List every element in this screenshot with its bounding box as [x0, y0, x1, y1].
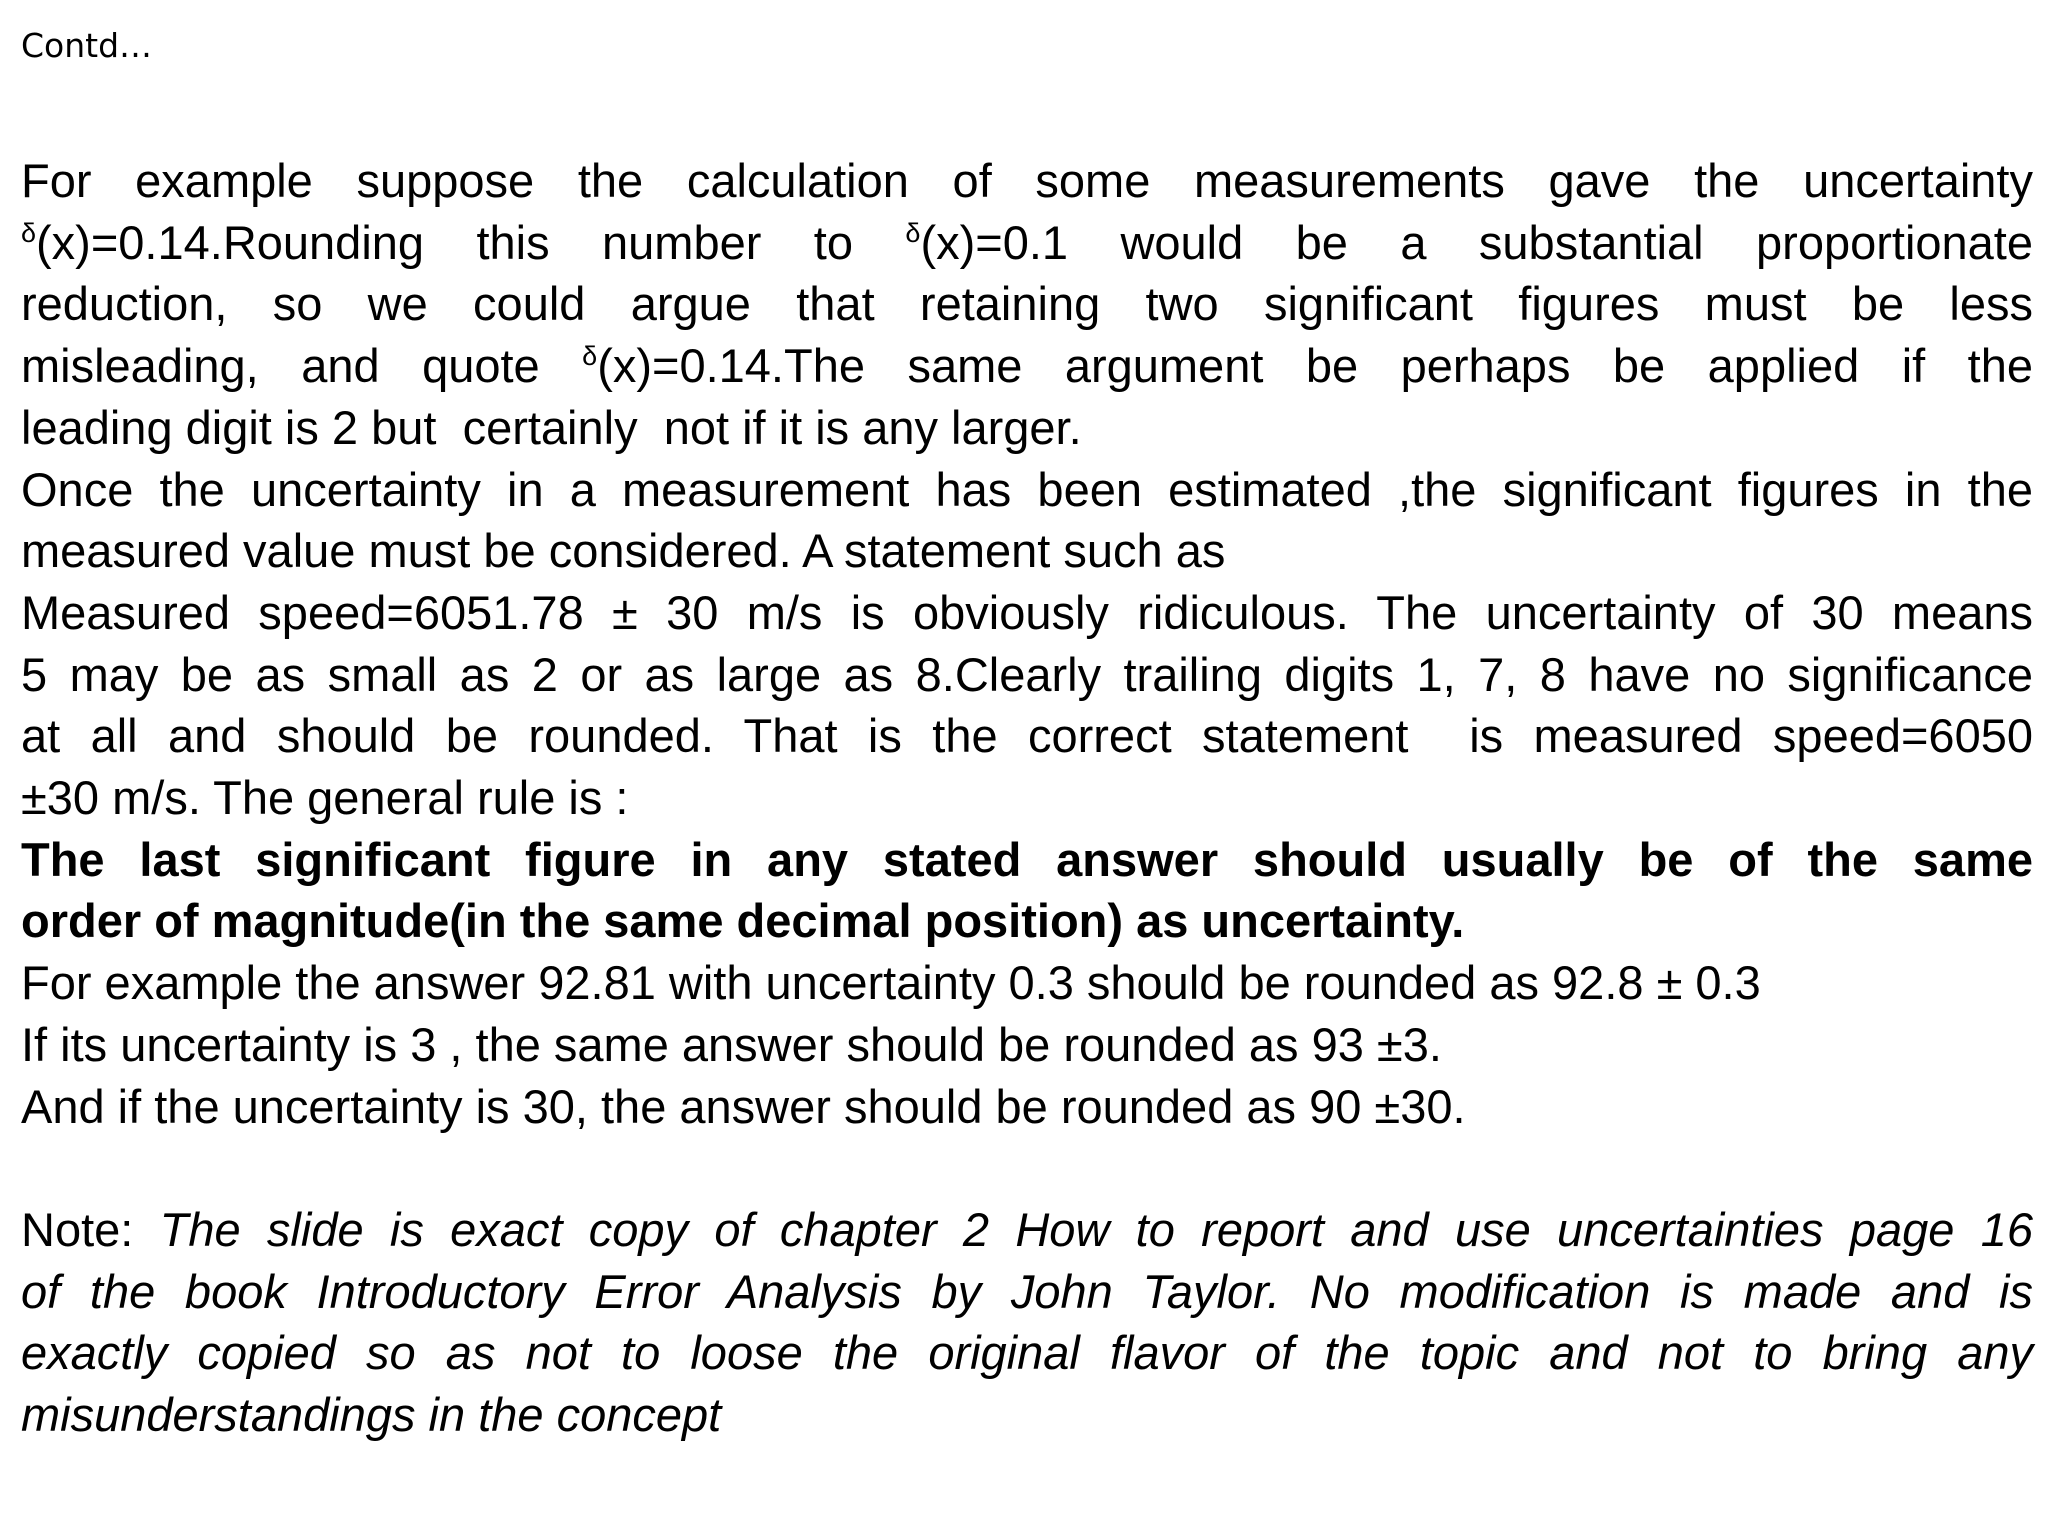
p1-line-4-a: misleading, and quote — [21, 339, 583, 393]
note-line-1 — [21, 1199, 2033, 1261]
p1-line-2 — [21, 212, 2033, 274]
p3-line-1: Measured speed=6051.78 ± 30 m/s is obviously ridiculous. The uncertainty of 30 means — [21, 585, 2033, 639]
note-line-4: misunderstandings in the concept — [21, 1388, 722, 1442]
p1-line-4 — [21, 335, 2033, 397]
p3-line-3: at all and should be rounded. That is the correct statement is measured speed=6050 — [21, 709, 2033, 763]
delta-symbol: δ — [905, 217, 921, 248]
rule-line-2: order of magnitude(in the same decimal position) as uncertainty. — [21, 894, 1465, 948]
p1-line-3: reduction, so we could argue that retaining two significant figures must be less — [21, 277, 2033, 331]
contd-label: Contd… — [21, 26, 153, 65]
p1-line-1: For example suppose the calculation of some measurements gave the uncertainty — [21, 154, 2033, 207]
p3-line-4: ±30 m/s. The general rule is : — [21, 771, 629, 825]
paragraph-note — [21, 1199, 2033, 1446]
p1-line-4-b: (x)=0.14.The same argument be perhaps be applied if the — [597, 339, 2034, 393]
paragraph-examples — [21, 952, 2033, 1137]
p1-line-5: leading digit is 2 but certainly not if it is any larger. — [21, 400, 1082, 454]
paragraph-measured-speed — [21, 582, 2033, 829]
delta-symbol: δ — [21, 217, 37, 248]
p2-line-2: measured value must be considered. A statement such as — [21, 524, 1226, 578]
spacer — [21, 1137, 2033, 1199]
example-line-1: For example the answer 92.81 with uncertainty 0.3 should be rounded as 92.8 ± 0.3 — [21, 956, 1761, 1010]
p1-line-2-a: (x)=0.14.Rounding this number to — [36, 215, 906, 269]
note-line-3: exactly copied so as not to loose the original flavor of the topic and not to bring any — [21, 1326, 2033, 1380]
delta-symbol: δ — [582, 341, 598, 372]
note-label: Note: — [21, 1202, 160, 1256]
rule-line-1: The last significant figure in any stated answer should usually be of the same — [21, 832, 2033, 886]
general-rule — [21, 829, 2033, 952]
p1-line-2-b: (x)=0.1 would be a substantial proportionate — [920, 215, 2033, 269]
example-line-3: And if the uncertainty is 30, the answer should be rounded as 90 ±30. — [21, 1079, 1466, 1133]
p3-line-2: 5 may be as small as 2 or as large as 8.Clearly trailing digits 1, 7, 8 have no significance — [21, 647, 2033, 701]
note-text-1: The slide is exact copy of chapter 2 How to report and use uncertainties page 16 — [159, 1202, 2033, 1256]
example-line-2: If its uncertainty is 3 , the same answer should be rounded as 93 ±3. — [21, 1017, 1442, 1071]
p2-line-1: Once the uncertainty in a measurement has been estimated ,the significant figures in the — [21, 462, 2033, 516]
paragraph-significant-figures — [21, 459, 2033, 582]
paragraph-rounding-example — [21, 150, 2033, 459]
note-line-2: of the book Introductory Error Analysis by John Taylor. No modification is made and is — [21, 1264, 2033, 1318]
slide-body — [21, 150, 2033, 1446]
